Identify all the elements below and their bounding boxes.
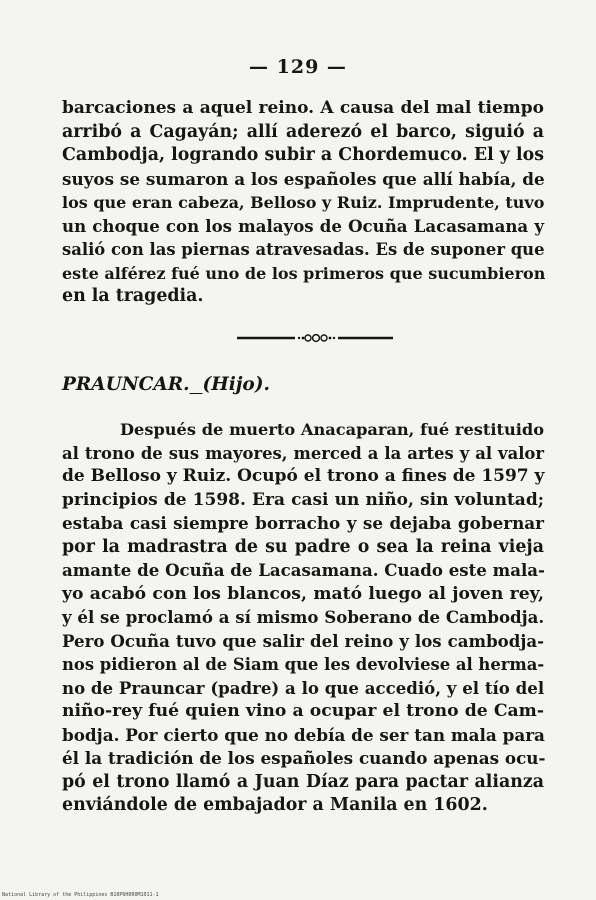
text-line: este alférez fué uno de los primeros que sucumbieron	[62, 263, 546, 283]
text-line: Cambodja, logrando subir a Chordemuco. El y los	[62, 145, 544, 165]
text-line: salió con las piernas atravesadas. Es de suponer que	[62, 240, 545, 259]
text-line: estaba casi siempre borracho y se dejaba gobernar	[62, 513, 544, 533]
text-line: Pero Ocuña tuvo que salir del reino y los cambodja-	[62, 630, 544, 651]
page-number: — 129 —	[249, 56, 347, 78]
text-line: principios de 1598. Era casi un niño, sin voluntad;	[62, 489, 544, 510]
ornamental-divider	[237, 331, 393, 345]
text-line: arribó a Cagayán; allí aderezó el barco, siguió a	[62, 121, 544, 142]
text-line: bodja. Por cierto que no debía de ser tan mala para	[62, 724, 545, 745]
text-line: y él se proclamó a sí mismo Soberano de Cambodja.	[62, 607, 545, 627]
text-line: amante de Ocuña de Lacasamana. Cuado este mala-	[62, 560, 545, 580]
text-line: suyos se sumaron a los españoles que allí había, de	[62, 168, 545, 189]
heading-note: (Hijo).	[202, 374, 270, 395]
text-line: niño-rey fué quien vino a ocupar el trono de Cam-	[62, 701, 544, 721]
text-line: de Belloso y Ruiz. Ocupó el trono a fines de 1597 y	[62, 466, 545, 486]
text-line: un choque con los malayos de Ocuña Lacasamana y	[62, 215, 544, 236]
text-line: enviándole de embajador a Manila en 1602.	[62, 795, 488, 815]
body-paragraph-1	[62, 97, 544, 309]
scan-footer-note: National Library of the Philippines B10P6H0R0M1011-1	[2, 892, 159, 898]
text-line: en la tragedia.	[62, 286, 204, 306]
text-line: él la tradición de los españoles cuando apenas ocu-	[62, 748, 546, 768]
text-line: pó el trono llamó a Juan Díaz para pactar alianza	[62, 771, 544, 792]
heading-name: PRAUNCAR.	[62, 374, 190, 395]
text-line: los que eran cabeza, Belloso y Ruiz. Imprudente, tuvo	[62, 193, 545, 212]
text-line: no de Prauncar (padre) a lo que accedió, y el tío del	[62, 677, 545, 698]
text-line: al trono de sus mayores, merced a la artes y al valor	[62, 443, 544, 463]
text-line: Después de muerto Anacaparan, fué restituido	[120, 420, 544, 439]
section-heading	[62, 374, 270, 395]
text-line: barcaciones a aquel reino. A causa del mal tiempo	[62, 98, 544, 118]
text-line: nos pidieron al de Siam que les devolviese al herma-	[62, 655, 545, 674]
text-line: yo acabó con los blancos, mató luego al joven rey,	[62, 583, 544, 604]
body-paragraph-2	[62, 418, 544, 818]
text-line: por la madrastra de su padre o sea la reina vieja	[62, 536, 544, 557]
